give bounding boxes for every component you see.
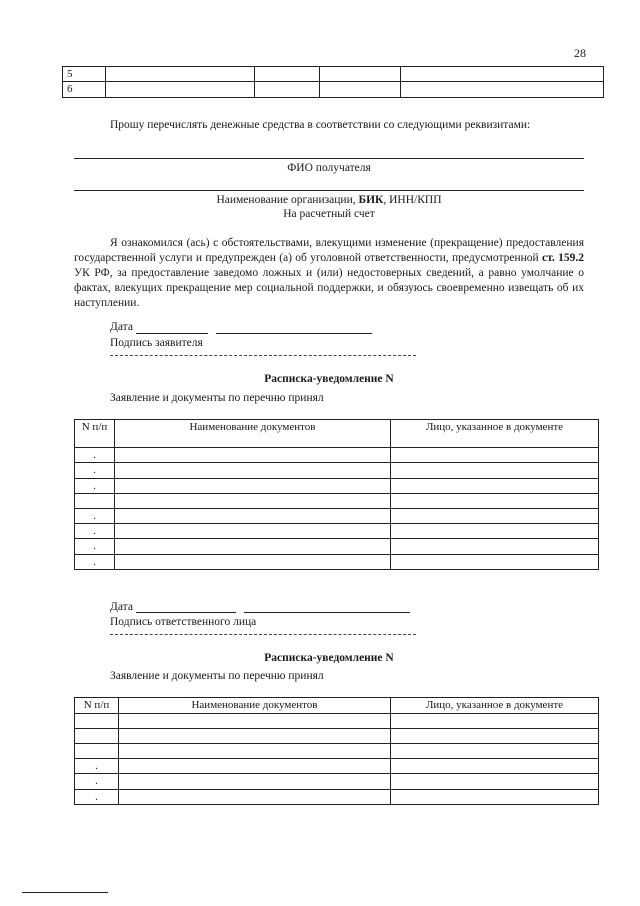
table-row: . (75, 539, 599, 554)
receipt-documents-table (74, 697, 599, 805)
table-row: . (75, 759, 599, 774)
table-row: . (75, 448, 599, 463)
cut-line (110, 634, 416, 635)
table-row: . (75, 524, 599, 539)
table-row (75, 493, 599, 508)
acknowledgement-paragraph: Я ознакомился (ась) с обстоятельствами, влекущими изменение (прекращение) предоставления государственной услуги и предупрежден (а) об уголовной ответственности, предусмотренной ст. 159.2 УК РФ, за предоставление заведомо ложных и (или) недостоверных сведений, а равно умолчание о фактах, влекущих прекращение мер социальной поддержки, и обязуюсь своевременно извещать об их наступлении. (74, 237, 585, 309)
receipt-documents-table (74, 419, 599, 570)
table-row: . (75, 789, 599, 804)
signature-blank (216, 333, 372, 334)
table-row: . (75, 554, 599, 569)
request-text: Прошу перечислять денежные средства в соответствии со следующими реквизитами: (110, 119, 531, 131)
table-row: . (75, 463, 599, 478)
column-header-person: Лицо, указанное в документе (391, 420, 599, 448)
column-header-person: Лицо, указанное в документе (391, 698, 599, 714)
account-label: На расчетный счет (283, 208, 375, 220)
table-header (75, 420, 599, 448)
footnote-separator (22, 892, 108, 893)
table-row: . (75, 774, 599, 789)
table-row (75, 714, 599, 729)
column-header-number: N п/п (75, 420, 115, 448)
table-row (75, 729, 599, 744)
date-blank (136, 612, 236, 613)
signature-blank (244, 612, 410, 613)
organization-label: Наименование организации, БИК, ИНН/КПП (216, 194, 442, 206)
applicant-date-label: Дата (110, 321, 133, 333)
page-number: 28 (574, 46, 586, 60)
column-header-documents: Наименование документов (119, 698, 391, 714)
column-header-number: N п/п (75, 698, 119, 714)
receipt-title: Расписка-уведомление N (264, 652, 394, 664)
applicant-signature-label: Подпись заявителя (110, 337, 203, 349)
recipient-line (74, 158, 584, 159)
cut-line (110, 355, 416, 356)
row-number: 6 (63, 82, 106, 97)
table-row (63, 82, 604, 97)
previous-table-fragment (62, 66, 604, 98)
column-header-documents: Наименование документов (115, 420, 391, 448)
table-row (75, 744, 599, 759)
row-number: 5 (63, 67, 106, 82)
receipt-title: Расписка-уведомление N (264, 373, 394, 385)
table-row: . (75, 478, 599, 493)
responsible-signature-label: Подпись ответственного лица (110, 616, 257, 628)
table-header (75, 698, 599, 714)
table-row: . (75, 508, 599, 523)
organization-line (74, 190, 584, 191)
recipient-label: ФИО получателя (287, 162, 371, 174)
responsible-date-label: Дата (110, 601, 133, 613)
table-row (63, 67, 604, 82)
date-blank (136, 333, 208, 334)
receipt-subtitle: Заявление и документы по перечню принял (110, 392, 324, 404)
receipt-subtitle: Заявление и документы по перечню принял (110, 670, 324, 682)
